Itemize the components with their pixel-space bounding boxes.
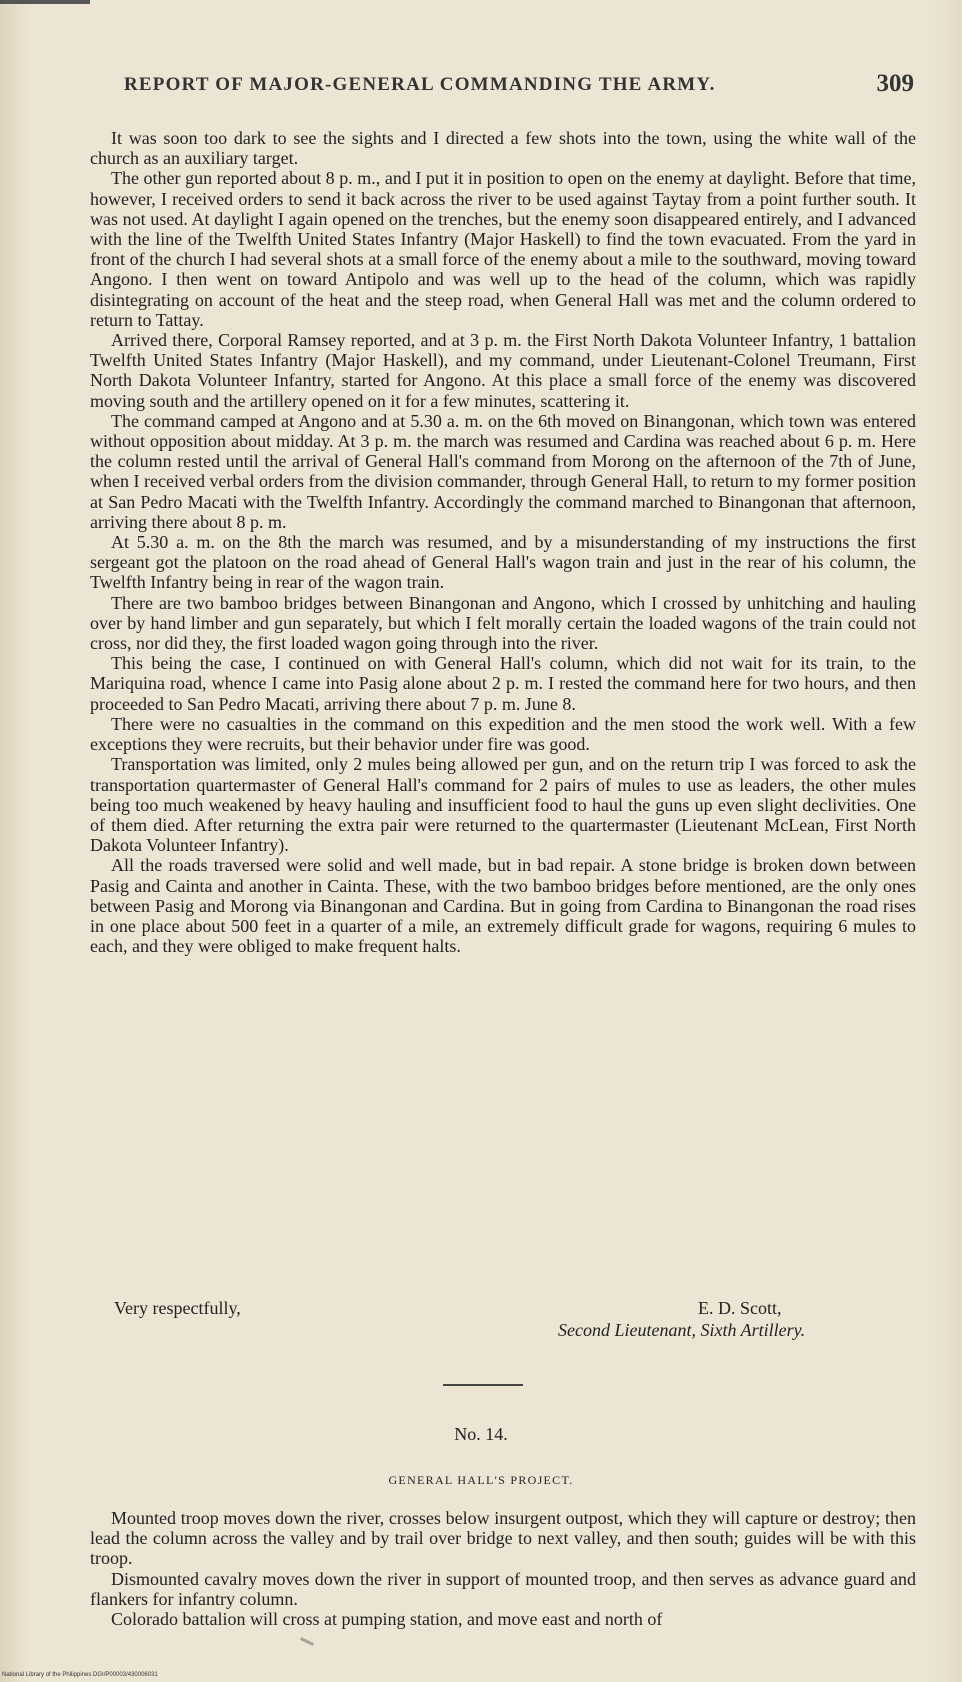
signer-name: E. D. Scott,: [698, 1298, 782, 1318]
project-body: [90, 1508, 916, 1629]
section-divider: [443, 1384, 523, 1386]
paragraph: It was soon too dark to see the sights and I directed a few shots into the town, using the white wall of the church as an auxiliary target.: [90, 128, 916, 169]
paragraph: Transportation was limited, only 2 mules being allowed per gun, and on the return trip I was forced to ask the transportation quartermaster of General Hall's command for 2 pairs of mules to use as leaders, the other mules being too much weakened by heavy hauling and insufficient food to haul the guns up even slight declivities. One of them died. After returning the extra pair were returned to the quartermaster (Lieutenant McLean, First North Dakota Volunteer Infantry).: [90, 754, 916, 856]
paragraph: At 5.30 a. m. on the 8th the march was resumed, and by a misunderstanding of my instructions the first sergeant got the platoon on the road ahead of General Hall's wagon train and just in the rear of his column, the Twelfth Infantry being in rear of the wagon train.: [90, 532, 916, 593]
paragraph: All the roads traversed were solid and well made, but in bad repair. A stone bridge is broken down between Pasig and Cainta and another in Cainta. These, with the two bamboo bridges before mentioned, are the only ones between Pasig and Morong via Binangonan and Cardina. But in going from Cardina to Binangonan the road rises in one place about 500 feet in a quarter of a mile, an extremely difficult grade for wagons, requiring 6 mules to each, and they were obliged to make frequent halts.: [90, 855, 916, 957]
paragraph: There are two bamboo bridges between Binangonan and Angono, which I crossed by unhitching and hauling over by hand limber and gun separately, but which I felt morally certain the loaded wagons of the train could not cross, nor did they, the first loaded wagon going through into the river.: [90, 592, 916, 654]
paragraph: Arrived there, Corporal Ramsey reported, and at 3 p. m. the First North Dakota Volunteer Infantry, 1 battalion Twelfth United States Infantry (Major Haskell), and my command, under Lieutenant-Colonel Treumann, First North Dakota Volunteer Infantry, started for Angono. At this place a small force of the enemy was discovered moving south and the artillery opened on it for a few minutes, scattering it.: [90, 330, 916, 411]
paragraph: Dismounted cavalry moves down the river in support of mounted troop, and then serves as advance guard and flankers for infantry column.: [90, 1568, 916, 1609]
section-subheading: GENERAL HALL'S PROJECT.: [388, 1473, 574, 1487]
document-number: No. 14.: [454, 1424, 508, 1444]
paragraph: There were no casualties in the command on this expedition and the men stood the work well. With a few exceptions they were recruits, but their behavior under fire was good.: [90, 713, 916, 755]
paragraph: Mounted troop moves down the river, crosses below insurgent outpost, which they will capture or destroy; then lead the column across the valley and by trail over bridge to next valley, and then south; guides will be with this troop.: [90, 1508, 916, 1569]
paragraph: This being the case, I continued on with General Hall's column, which did not wait for its train, to the Mariquina road, whence I came into Pasig alone about 2 p. m. I rested the command here for two hours, and then proceeded to San Pedro Macati, arriving there about 7 p. m. June 8.: [90, 653, 916, 714]
running-header: [124, 70, 914, 102]
paragraph: The other gun reported about 8 p. m., and I put it in position to open on the enemy at daylight. Before that time, however, I received orders to send it back across the river to be used against Taytay from a point further south. It was not used. At daylight I again opened on the trenches, but the enemy soon disappeared entirely, and I advanced with the line of the Twelfth United States Infantry (Major Haskell) to find the town evacuated. From the yard in front of the church I had several shots at a small force of the enemy about a mile to the southward, moving toward Angono. I then went on toward Antipolo and was well up to the head of the column, which was rapidly disintegrating on account of the heat and the steep road, when General Hall was met and the column ordered to return to Tattay.: [90, 168, 916, 330]
header-title: REPORT OF MAJOR-GENERAL COMMANDING THE ARMY.: [124, 74, 716, 95]
paragraph: The command camped at Angono and at 5.30 a. m. on the 6th moved on Binangonan, which town was entered without opposition about midday. At 3 p. m. the march was resumed and Cardina was reached about 6 p. m. Here the column rested until the arrival of General Hall's command from Morong on the afternoon of the 7th of June, when I received verbal orders from the division commander, through General Hall, to return to my former position at San Pedro Macati with the Twelfth Infantry. Accordingly the command marched to Binangonan that afternoon, arriving there about 8 p. m.: [90, 410, 916, 532]
signer-rank: Second Lieutenant, Sixth Artillery.: [558, 1320, 806, 1340]
ink-smudge: [300, 1637, 314, 1646]
scan-edge-mark: [0, 0, 90, 4]
closing-line: Very respectfully,: [114, 1298, 241, 1318]
report-body: [90, 128, 916, 956]
signature-block: [114, 1297, 914, 1341]
library-footer: National Library of the Philippines DGI/P00003/430006031: [2, 1672, 158, 1678]
paragraph: Colorado battalion will cross at pumping station, and move east and north of: [111, 1609, 663, 1630]
page-number: 309: [876, 70, 914, 97]
